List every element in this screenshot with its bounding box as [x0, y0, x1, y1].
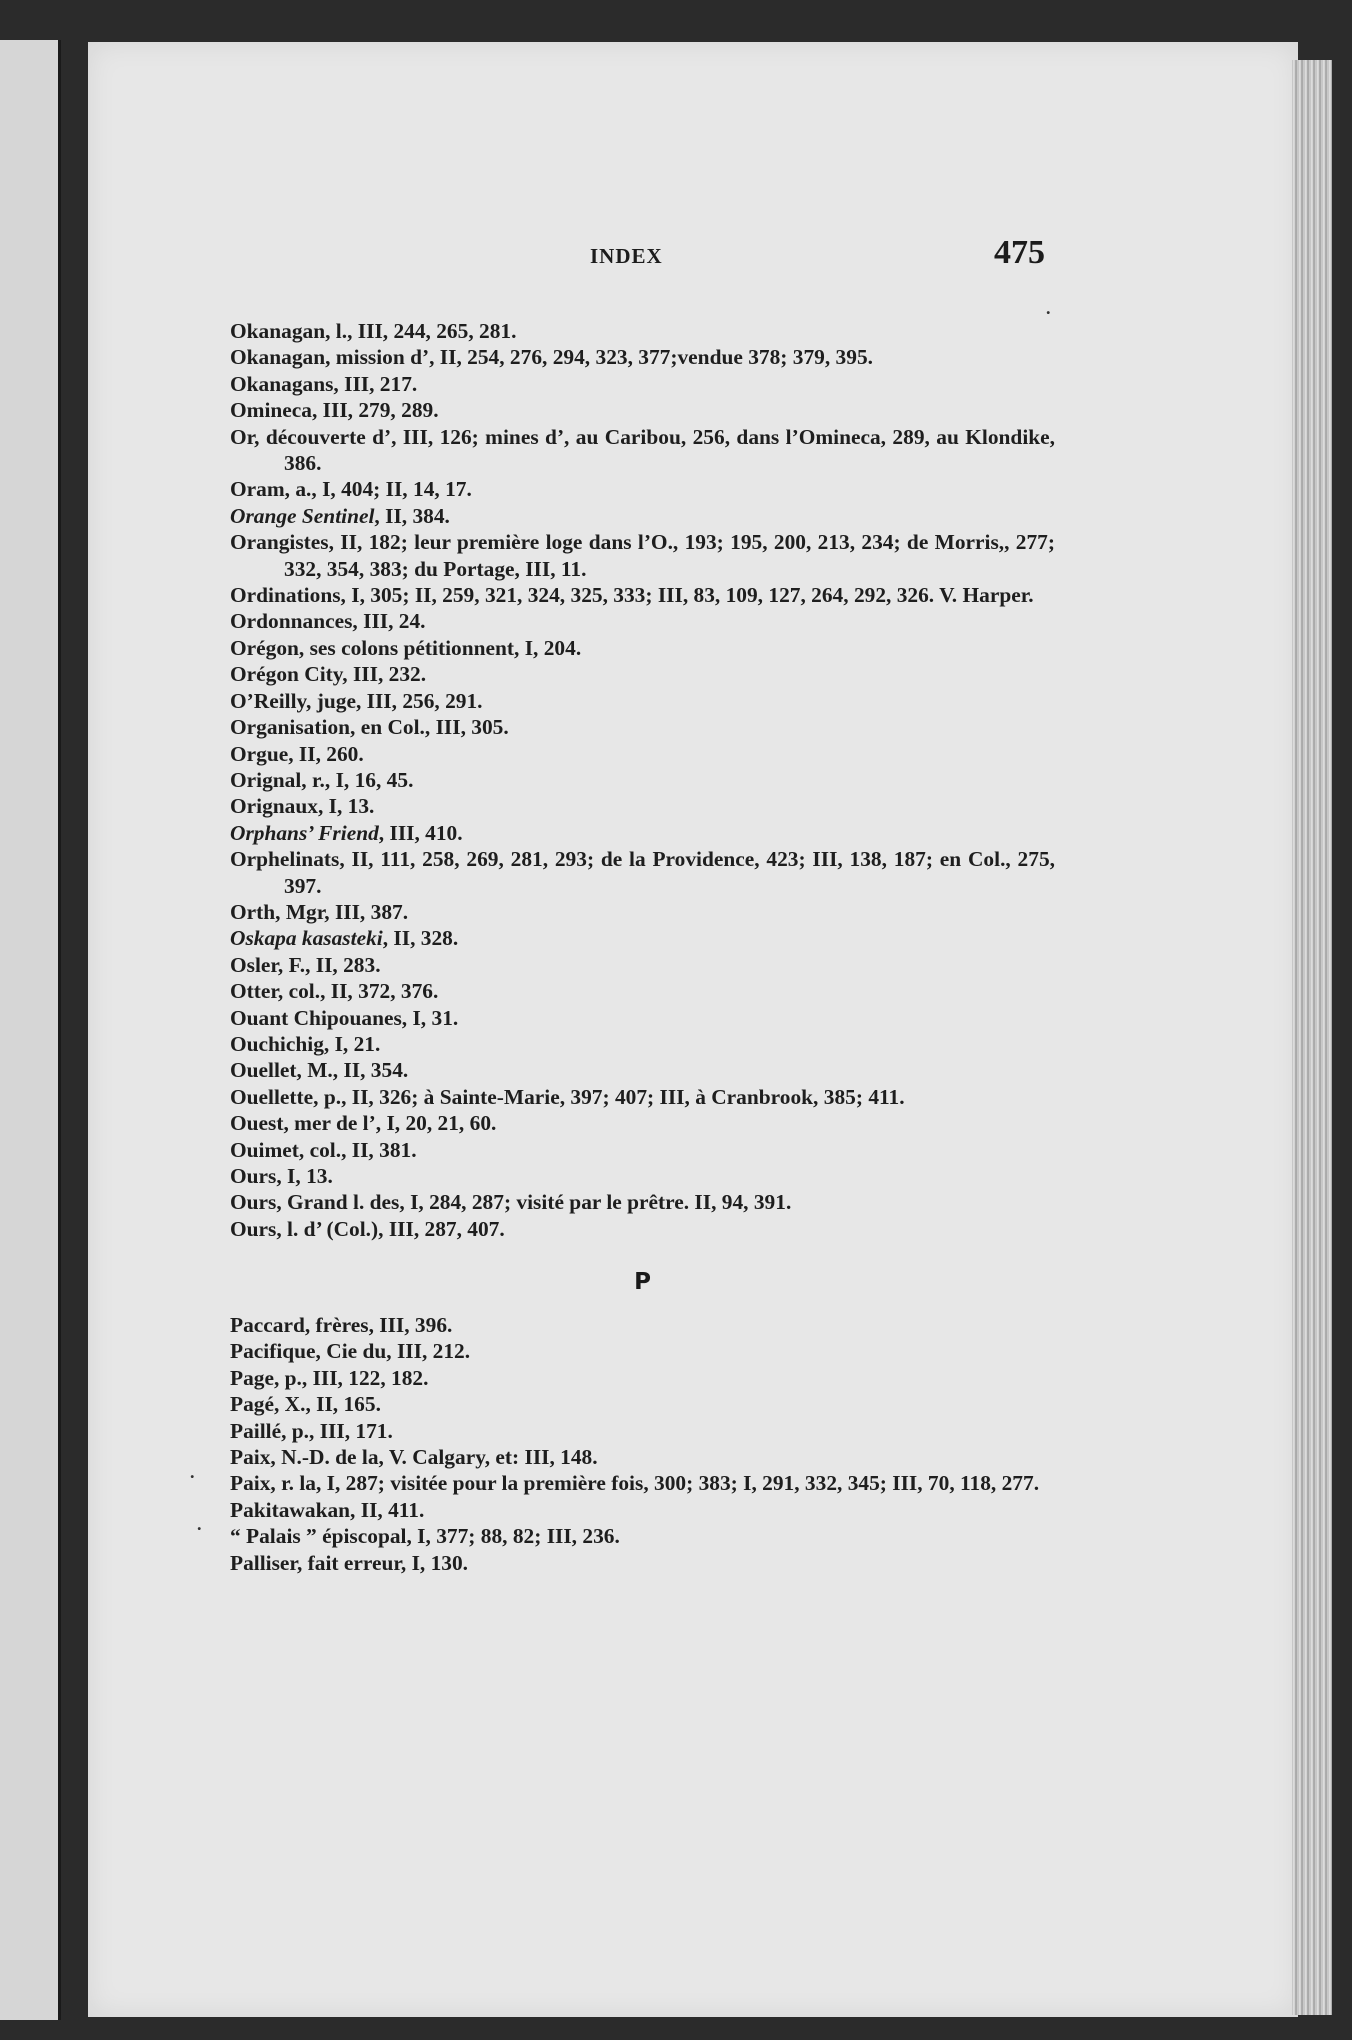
- index-entry-text: Ours, l. d’ (Col.), III, 287, 407.: [230, 1216, 505, 1241]
- index-entry: [230, 582, 1055, 608]
- index-entry-text: Ordonnances, III, 24.: [230, 609, 426, 634]
- index-entry: [230, 793, 1055, 819]
- index-group-o: [230, 318, 1055, 1242]
- index-entry: [230, 1005, 1055, 1031]
- index-entry-text: Pagé, X., II, 165.: [230, 1392, 381, 1417]
- index-entry-text: Or, découverte d’, III, 126; mines d’, au Caribou, 256, dans l’Omineca, 289, au Klondike, 386.: [230, 424, 1055, 476]
- index-entry-text: Ours, I, 13.: [230, 1164, 333, 1188]
- index-entry-title: Orphans’ Friend: [230, 820, 379, 845]
- index-entry: [230, 741, 1055, 767]
- index-entry: [230, 688, 1055, 714]
- index-entry: [230, 371, 1055, 397]
- stray-mark: .: [190, 1462, 195, 1482]
- index-entry-text: Oram, a., I, 404; II, 14, 17.: [230, 477, 472, 502]
- index-entry-text: Orégon City, III, 232.: [230, 662, 427, 687]
- index-entry-text: Orphelinats, II, 111, 258, 269, 281, 293; de la Providence, 423; III, 138, 187; en Col., 275, 397.: [230, 847, 1055, 898]
- index-entry-text: Paccard, frères, III, 396.: [230, 1313, 453, 1337]
- index-entry: [230, 1444, 1055, 1470]
- index-group-p: [230, 1312, 1055, 1576]
- index-entry-text: Paix, N.-D. de la, V. Calgary, et: III, 148.: [230, 1445, 598, 1470]
- index-entry-text: Otter, col., II, 372, 376.: [230, 979, 439, 1004]
- index-entry: [230, 344, 1055, 370]
- index-entry-title: Orange Sentinel: [230, 503, 375, 528]
- index-entry-text: Osler, F., II, 283.: [230, 952, 381, 977]
- stray-mark: .: [1046, 298, 1051, 318]
- index-entry: [230, 1365, 1055, 1391]
- facing-page-edge: [0, 40, 61, 2020]
- index-entry-text: Ouest, mer de l’, I, 20, 21, 60.: [230, 1111, 497, 1136]
- running-head: [140, 234, 1045, 284]
- index-entry-text: Ouchichig, I, 21.: [230, 1031, 381, 1056]
- page-edges: [1292, 60, 1332, 2015]
- index-entry-text: Ouimet, col., II, 381.: [230, 1137, 417, 1162]
- index-entry-text: Palliser, fait erreur, I, 130.: [230, 1550, 469, 1575]
- index-entry-text: Ours, Grand l. des, I, 284, 287; visité par le prêtre. II, 94, 391.: [230, 1190, 792, 1215]
- index-entry-text: Ouellette, p., II, 326; à Sainte-Marie, 397; 407; III, à Cranbrook, 385; 411.: [230, 1084, 905, 1109]
- index-entry: [230, 1338, 1055, 1364]
- index-entry: [230, 661, 1055, 687]
- index-entry: [230, 1057, 1055, 1083]
- index-entry-text: Pakitawakan, II, 411.: [230, 1497, 425, 1522]
- index-entry: [230, 397, 1055, 423]
- index-entry-title: Oskapa kasasteki: [230, 926, 383, 951]
- index-entry-text: Organisation, en Col., III, 305.: [230, 715, 509, 740]
- index-entries: [230, 318, 1055, 1576]
- index-entry: [230, 899, 1055, 925]
- index-entry-text: Ouellet, M., II, 354.: [230, 1058, 409, 1083]
- index-entry: [230, 476, 1055, 502]
- section-letter: P: [634, 1268, 651, 1295]
- index-entry: [230, 318, 1055, 344]
- index-entry: [230, 1110, 1055, 1136]
- index-entry-text: Okanagan, mission d’, II, 254, 276, 294, 323, 377;vendue 378; 379, 395.: [230, 345, 873, 370]
- index-entry: [230, 529, 1055, 582]
- running-title: INDEX: [590, 244, 663, 268]
- index-entry: [230, 714, 1055, 740]
- index-entry-text: Pacifique, Cie du, III, 212.: [230, 1339, 471, 1364]
- index-entry: [230, 952, 1055, 978]
- index-entry-text: Omineca, III, 279, 289.: [230, 398, 439, 423]
- index-entry: [230, 1312, 1055, 1338]
- index-entry: [230, 608, 1055, 634]
- index-entry: [230, 1137, 1055, 1163]
- index-entry: [230, 424, 1055, 477]
- index-entry-text: Paillé, p., III, 171.: [230, 1418, 393, 1443]
- index-entry: [230, 1523, 1055, 1549]
- index-entry-text: Orignal, r., I, 16, 45.: [230, 767, 414, 792]
- index-entry: [230, 503, 1055, 529]
- index-entry-text: Okanagans, III, 217.: [230, 371, 418, 396]
- index-entry: [230, 635, 1055, 661]
- index-entry-text: Orgue, II, 260.: [230, 741, 364, 766]
- index-entry-text: Orignaux, I, 13.: [230, 794, 375, 819]
- index-entry: [230, 767, 1055, 793]
- index-entry: [230, 1550, 1055, 1576]
- index-entry-text: Ordinations, I, 305; II, 259, 321, 324, 325, 333; III, 83, 109, 127, 264, 292, 326. V. Harper.: [230, 583, 1034, 608]
- index-entry-text: , II, 328.: [382, 926, 459, 951]
- index-entry: [230, 1216, 1055, 1242]
- stray-mark: .: [197, 1514, 202, 1534]
- index-entry: [230, 1163, 1055, 1189]
- index-entry: [230, 1497, 1055, 1523]
- index-entry-text: Okanagan, l., III, 244, 265, 281.: [230, 319, 517, 343]
- index-entry-text: Orégon, ses colons pétitionnent, I, 204.: [230, 635, 582, 660]
- index-entry-text: Orth, Mgr, III, 387.: [230, 899, 409, 924]
- index-entry: [230, 1084, 1055, 1110]
- index-entry-text: Ouant Chipouanes, I, 31.: [230, 1005, 459, 1030]
- index-entry: [230, 846, 1055, 899]
- index-entry-text: Orangistes, II, 182; leur première loge dans l’O., 193; 195, 200, 213, 234; de Morris,, 277; 332, 354, 383; du Portage, III, 11.: [230, 530, 1055, 581]
- index-entry: [230, 1391, 1055, 1417]
- index-entry: [230, 1470, 1055, 1496]
- index-entry-text: , II, 384.: [374, 503, 450, 528]
- index-entry: [230, 925, 1055, 951]
- index-entry: [230, 978, 1055, 1004]
- index-entry: [230, 820, 1055, 846]
- index-entry: [230, 1031, 1055, 1057]
- index-entry: [230, 1189, 1055, 1215]
- page-number: 475: [994, 234, 1045, 271]
- index-entry-text: Page, p., III, 122, 182.: [230, 1365, 429, 1390]
- index-entry-text: Paix, r. la, I, 287; visitée pour la première fois, 300; 383; I, 291, 332, 345; III, 70, 118, 277.: [230, 1471, 1040, 1496]
- index-entry-text: , III, 410.: [378, 820, 463, 845]
- index-entry: [230, 1418, 1055, 1444]
- index-entry-text: O’Reilly, juge, III, 256, 291.: [230, 688, 483, 713]
- index-entry-text: “ Palais ” épiscopal, I, 377; 88, 82; III, 236.: [230, 1524, 620, 1549]
